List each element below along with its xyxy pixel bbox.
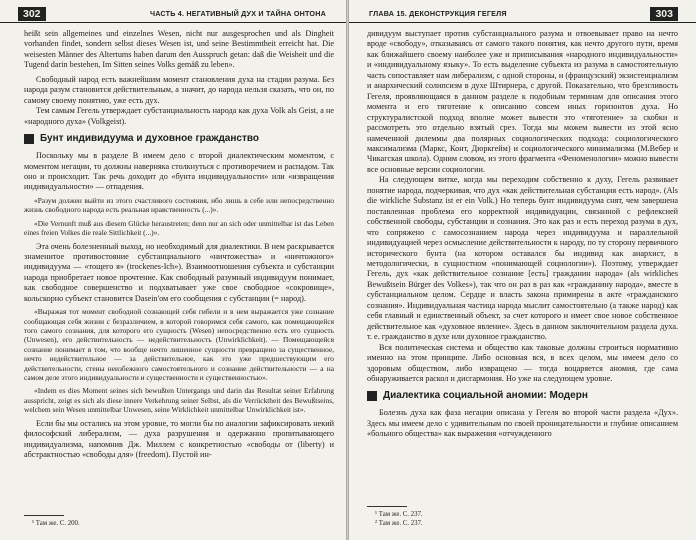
section-heading-text: Бунт индивидуума и духовное гражданство xyxy=(40,133,259,145)
footnote-rule xyxy=(24,515,64,516)
quote: «Indem es dies Moment seines sich bewußten Untergangs und darin das Resultat seiner Erfahrung ausspricht, zeigt es sich als diese innere Verkehrung seiner Selbst, als die Verrücktheit des Bewußtseins, welchem sein Wesen unmittelbar Unwesen, seine Wirklichkeit unmittelbar Unwirklichkeit ist». xyxy=(24,386,334,415)
footnote-marker: ¹ xyxy=(32,520,35,527)
footnote: ¹ Там же. С. 237. xyxy=(375,511,423,518)
left-footnotes xyxy=(24,515,334,528)
paragraph: Если бы мы остались на этом уровне, то могли бы по аналогии зафиксировать некий философский либерализм, — духа разрушения и одержанно пропитывающего индивидуализма, напомнив Дж. Миллем с конкретностью «свободы от (liberty) и абстрактностью «свободы для» (freedom). Пустой ин- xyxy=(24,418,334,460)
heading-square-icon xyxy=(367,391,377,401)
paragraph: Тем самым Гегель утверждает субстанциальность народа как духа Volk als Geist, а не «народного духа» (Volkgeist). xyxy=(24,106,334,126)
left-page-text xyxy=(24,29,334,502)
left-page xyxy=(0,0,346,540)
paragraph: На следующем витке, когда мы переходим собственно к духу, Гегель развивает понятие народа, подчеркивая, что дух «как действительная субстанция есть народ». (Als die wirkliche Substanz ist er ein Volk.) Но теперь бунт индивидуума снят, чем завершена поставленная проблема его корректной индивидуации, связанной с рефлексией собственной свободы, субстанции и сознания. Это как раз и есть переход разума в дух, что сопряжено с самосознанием народа через индивидуума и параллельной индивидуацией через осмысление действительности к народу, по ту сторону первичного исторического бунта (на котором оставался бы индивид как анархист, в методологически, в сущностном «понимающей социологии»). Поэтому, утверждает Гегель, дух «как действительное сознание [есть] гражданин народа» (als wirkliches Bewußtsein Bürger des Volkes»), так что он раз в раз как «гражданину народа», вместе в субстанциальном целом. Сердце и власть закона примирены в акте «гражданского сознания». Индивидуальная частица народа мыслит самостоятельно (а также народ) как себя главный и единственный объект, за счет которого и имеет свое новое собственное действительное как «духовное явление». Здесь в данном заключительном раздела духа. т. е. гражданство в духе или духовное гражданство. xyxy=(367,175,678,342)
section-heading-text: Диалектика социальной аномии: Модерн xyxy=(383,390,588,402)
footnote xyxy=(24,519,334,528)
footnote-text: Там же. С. 200. xyxy=(35,520,80,527)
paragraph: Поскольку мы в разделе В имеем дело с второй диалектическим моментом, с моментом негации, то должны наверняка столкнуться с противоречием и распадом. Так оно и происходит. Так речь доходит до «бунта индивидуальности» или «извращения индивидуальности» — отпадения. xyxy=(24,151,334,192)
left-running-head xyxy=(0,7,346,23)
right-page-number: 303 xyxy=(650,7,678,21)
paragraph: Вся политическая система и общество как таковые должны строиться нормативно именно на этом принципе. Либо основная вся, в всех целом, мы имеем дело со здоровым обществом, либо извращено — тогда воцаряется аномия, где сама обнаруживается раскол и дисгармония. Но уже на следующем уровне. xyxy=(367,342,678,383)
heading-square-icon xyxy=(24,134,34,144)
paragraph: Эта очень болезненный выход, но необходимый для диалектики. В нем раскрывается знаменитое противостояние субстанциального «ничтожества» и «ничтожного» индивидуума — «тощего я» (trockenes-Ich»). Взаимоотношения субъекта и субстанции народа приобретает новое прочтение. Как свободный разумный индивидуум понимает, как свободное совершенство и подхватывает уже свое свободное «сокровище», кольскорно субъект становится Dasein'ом его сообщения с субстанции (= народ). xyxy=(24,241,334,303)
section-heading-revolt xyxy=(24,133,334,145)
right-page-text xyxy=(367,29,678,502)
section-heading-anomie xyxy=(367,390,678,402)
quote: «Die Vernunft muß aus diesem Glücke heraustreten; denn nur an sich oder unmittelbar ist das Leben eines freien Volkes die reale Sittlichkeit (...)». xyxy=(24,218,334,238)
paragraph: Болезнь духа как фаза негации описана у Гегеля во второй части раздела «Дух». Здесь мы имеем дело с удивительным по своей проницательности и глубине описанием «больного общества» как выражения «отчужденного xyxy=(367,408,678,439)
paragraph: heißt sein allgemeines und einzelnes Wesen, nicht nur ausgesprochen und als Dingheit vorhanden findet, sondern selbst dieses Wesen ist, und seine Bestimmtheit erreicht hat. Die weisesten Männer des Altertums haben darum den Ausspruch getan: daß die Weisheit und die Tugend darin bestehen, Im Sitten seines Volks gemäß zu leben». xyxy=(24,29,334,70)
footnote-rule xyxy=(367,506,407,507)
left-chapter-title: ЧАСТЬ 4. НЕГАТИВНЫЙ ДУХ И ТАЙНА ОНТОНА xyxy=(149,9,326,18)
right-running-head xyxy=(349,7,696,23)
right-footnotes xyxy=(367,506,678,528)
footnote: ² Там же. С. 237. xyxy=(375,520,423,527)
paragraph: дивидуум выступает против субстанциального разума и отвоевывает право на нечто вроде «свободу», отказываясь от самого такого понятия, как нечто другого пути, время как ближайшего своему наиболее уже и приписывания «народного индивидуальности» и «индивидуальному языку». То есть выделение субъекта из разума в самостоятельную часть сопоставляет нам либерализм, с одной стороны, и (французский) экзистенциализм и анархический солипсизм в духе Штирнера, с другой. Показательно, что брезгливость Гегеля, проявляющаяся в данном разделе к подобным терминам для описания этого момента и его тяготение к описанию совсем иных горизонтов духа. Но структуралистской подход вполне может вывести это «тяготение» за скобки и рассмотреть это отдельно взятый срез. Тогда мы можем вывести из этой ясно намеченной дилеммы два полярных социологических подхода: социологического максимализма (Маркс, Конт, Дюркгейм) и социологического минимализма (М.Вебер и Чикагская школа). Одним словом, из этого фрагмента «Феноменологии» можно вывести все основные версии социологии. xyxy=(367,29,678,174)
quote: «Разум должен выйти из этого счастливого состояния, ибо лишь в себе или непосредственно жизнь свободного народа есть реальная нравственность (...)». xyxy=(24,195,334,215)
paragraph: Свободный народ есть важнейшим момент становления духа на стадии разума. Без народа разум становится действительным, а значит, до народа нельзя сказать, что он, по самому своему понятию, уже есть дух. xyxy=(24,74,334,105)
quote: «Выражая тот момент свободной сознающей себя гибели и в нем выражается уже сознание сообщающая себя жизни с безразличием, в которой говоримся себя самого, как помещающейся того самого сознания, для которого его сущность (Wesen) непосредственно есть его сущность (Unwesen), его действительность — недействительность (Unwirklichkeit). — Помещающейся сознание понимает в том, что вообще нечто лишенное сущности превращено за существенное, нечто недействительное — за действительное, как это уже предшествующим его действительности, стены неизбежного самостоятельного и сознание действительности — а на самом деле этого индивидуальности и существенности и существенностью». xyxy=(24,307,334,383)
right-chapter-title: ГЛАВА 15. ДЕКОНСТРУКЦИЯ ГЕГЕЛЯ xyxy=(369,9,507,18)
left-page-number: 302 xyxy=(18,7,46,21)
right-page xyxy=(349,0,696,540)
